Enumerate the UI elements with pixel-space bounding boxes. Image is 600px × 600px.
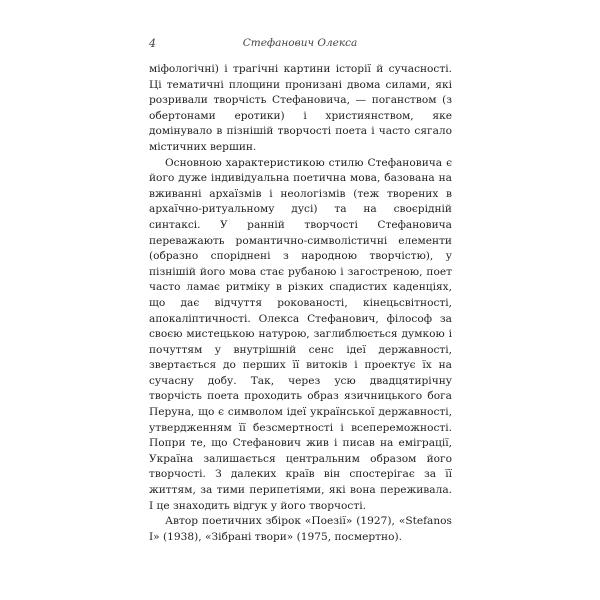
paragraph-3: Автор поетичних збірок «Поезії» (1927), «Stefanos I» (1938), «Зібрані твори» (1975, посмертно). [149, 515, 452, 543]
paragraph-1: міфологічні) і трагічні картини історії й сучасності. Ці тематичні площини пронизані двома силами, які розривали творчість Стефановича, — поганством (з обертонами еротики) і християнством, яке домінувало в пізнішій творчості поета і часто сягало містичних вершин. [149, 63, 452, 153]
body-text [149, 62, 452, 545]
paragraph-2: Основною характеристикою стилю Стефановича є його дуже індивідуальна поетична мова, базована на вживанні архаїзмів і неологізмів (теж творених в архаїчно-ритуальному дусі) та на своєрідній синтаксі. У ранній творчості Стефановича переважають романтично-символістичні елементи (образно споріднені з народною творчістю), у пізнішій його мова стає рубаною і загостреною, поет часто ламає ритміку в різких спадистих каденціях, що дає відчуття рокованості, кінецьсвітності, апокаліптичності. Олекса Стефанович, філософ за своєю мистецькою натурою, заглиблюється думкою і почуттям у внутрішній сенс ідеї державності, звертається до перших її витоків і проектує їх на сучасну добу. Так, через усю двадцятирічну творчість поета проходить образ язичницького бога Перуна, що є символом ідеї української державності, утвердженням її безсмертності і всепереможності. Попри те, що Стефанович жив і писав на еміграції, Україна залишається центральним образом його творчості. З далеких країв він спостерігає за її життям, за тими перипетіями, які вона переживала. І це знаходить відгук у його творчості. [149, 156, 452, 512]
running-header-title: Стефанович Олекса [242, 37, 358, 49]
page-number: 4 [149, 37, 156, 50]
